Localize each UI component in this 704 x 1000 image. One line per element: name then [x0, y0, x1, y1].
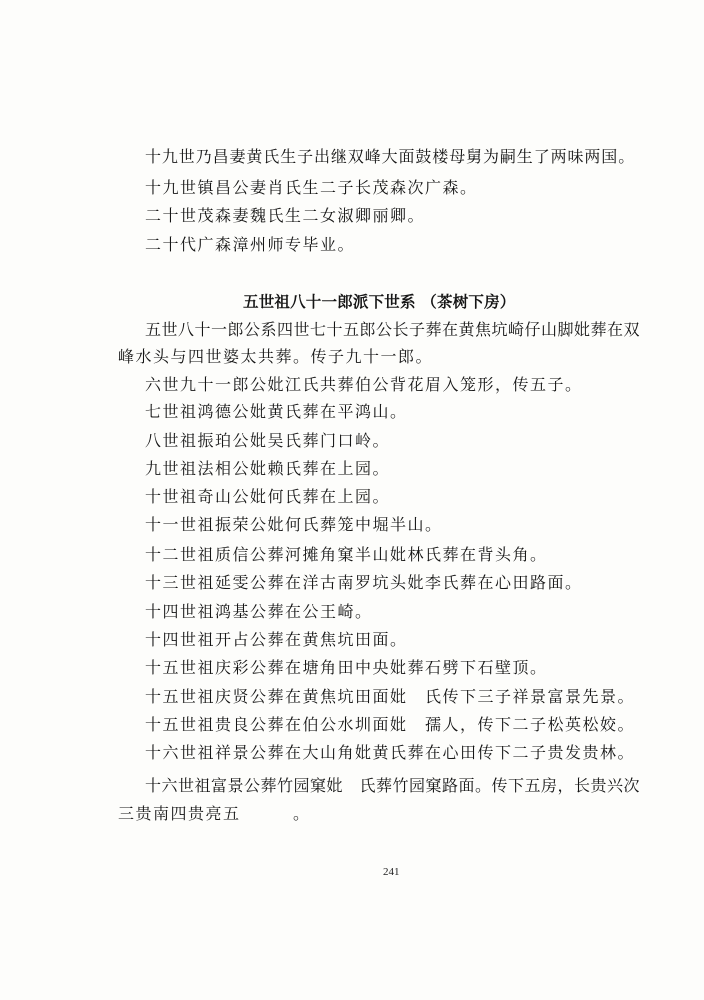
text-line: 十六世祖富景公葬竹园窠妣 氏葬竹园窠路面。传下五房，长贵兴次 — [145, 776, 641, 795]
text-line: 十四世祖开占公葬在黄焦坑田面。 — [145, 630, 408, 649]
text-line: 十世祖奇山公妣何氏葬在上园。 — [145, 487, 391, 506]
text-line: 七世祖鸿德公妣黄氏葬在平鸿山。 — [145, 402, 408, 421]
text-line: 二十世茂森妻魏氏生二女淑卿丽卿。 — [145, 206, 426, 225]
text-line: 十二世祖质信公葬河摊角窠半山妣林氏葬在背头角。 — [145, 545, 548, 564]
text-line: 十九世乃昌妻黄氏生子出继双峰大面鼓楼母舅为嗣生了两味两国。 — [145, 147, 636, 166]
text-line: 十四世祖鸿基公葬在公王崎。 — [145, 602, 373, 621]
text-line: 九世祖法相公妣赖氏葬在上园。 — [145, 459, 391, 478]
text-line: 峰水头与四世婆太共葬。传子九十一郎。 — [118, 347, 434, 366]
text-line: 十五世祖贵良公葬在伯公水圳面妣 孺人，传下二子松英松姣。 — [145, 715, 636, 734]
text-line: 六世九十一郎公妣江氏共葬伯公背花眉入笼形，传五子。 — [145, 375, 583, 394]
text-line: 十六世祖祥景公葬在大山角妣黄氏葬在心田传下二子贵发贵林。 — [145, 743, 636, 762]
text-line: 三贵南四贵亮五 。 — [118, 804, 311, 823]
text-line: 十一世祖振荣公妣何氏葬笼中堀半山。 — [145, 515, 443, 534]
text-line: 二十代广森漳州师专毕业。 — [145, 235, 356, 254]
page-number: 241 — [383, 866, 400, 878]
text-line: 十五世祖庆彩公葬在塘角田中央妣葬石劈下石壁顶。 — [145, 658, 548, 677]
text-line: 十九世镇昌公妻肖氏生二子长茂森次广森。 — [145, 178, 478, 197]
text-line: 十五世祖庆贤公葬在黄焦坑田面妣 氏传下三子祥景富景先景。 — [145, 687, 636, 706]
text-line: 十三世祖延雯公葬在洋古南罗坑头妣李氏葬在心田路面。 — [145, 573, 583, 592]
text-line: 八世祖振珀公妣吴氏葬门口岭。 — [145, 431, 391, 450]
text-line: 五世八十一郎公系四世七十五郎公长子葬在黄焦坑崎仔山脚妣葬在双 — [145, 320, 641, 339]
section-heading: 五世祖八十一郎派下世系 （茶树下房） — [243, 292, 516, 311]
